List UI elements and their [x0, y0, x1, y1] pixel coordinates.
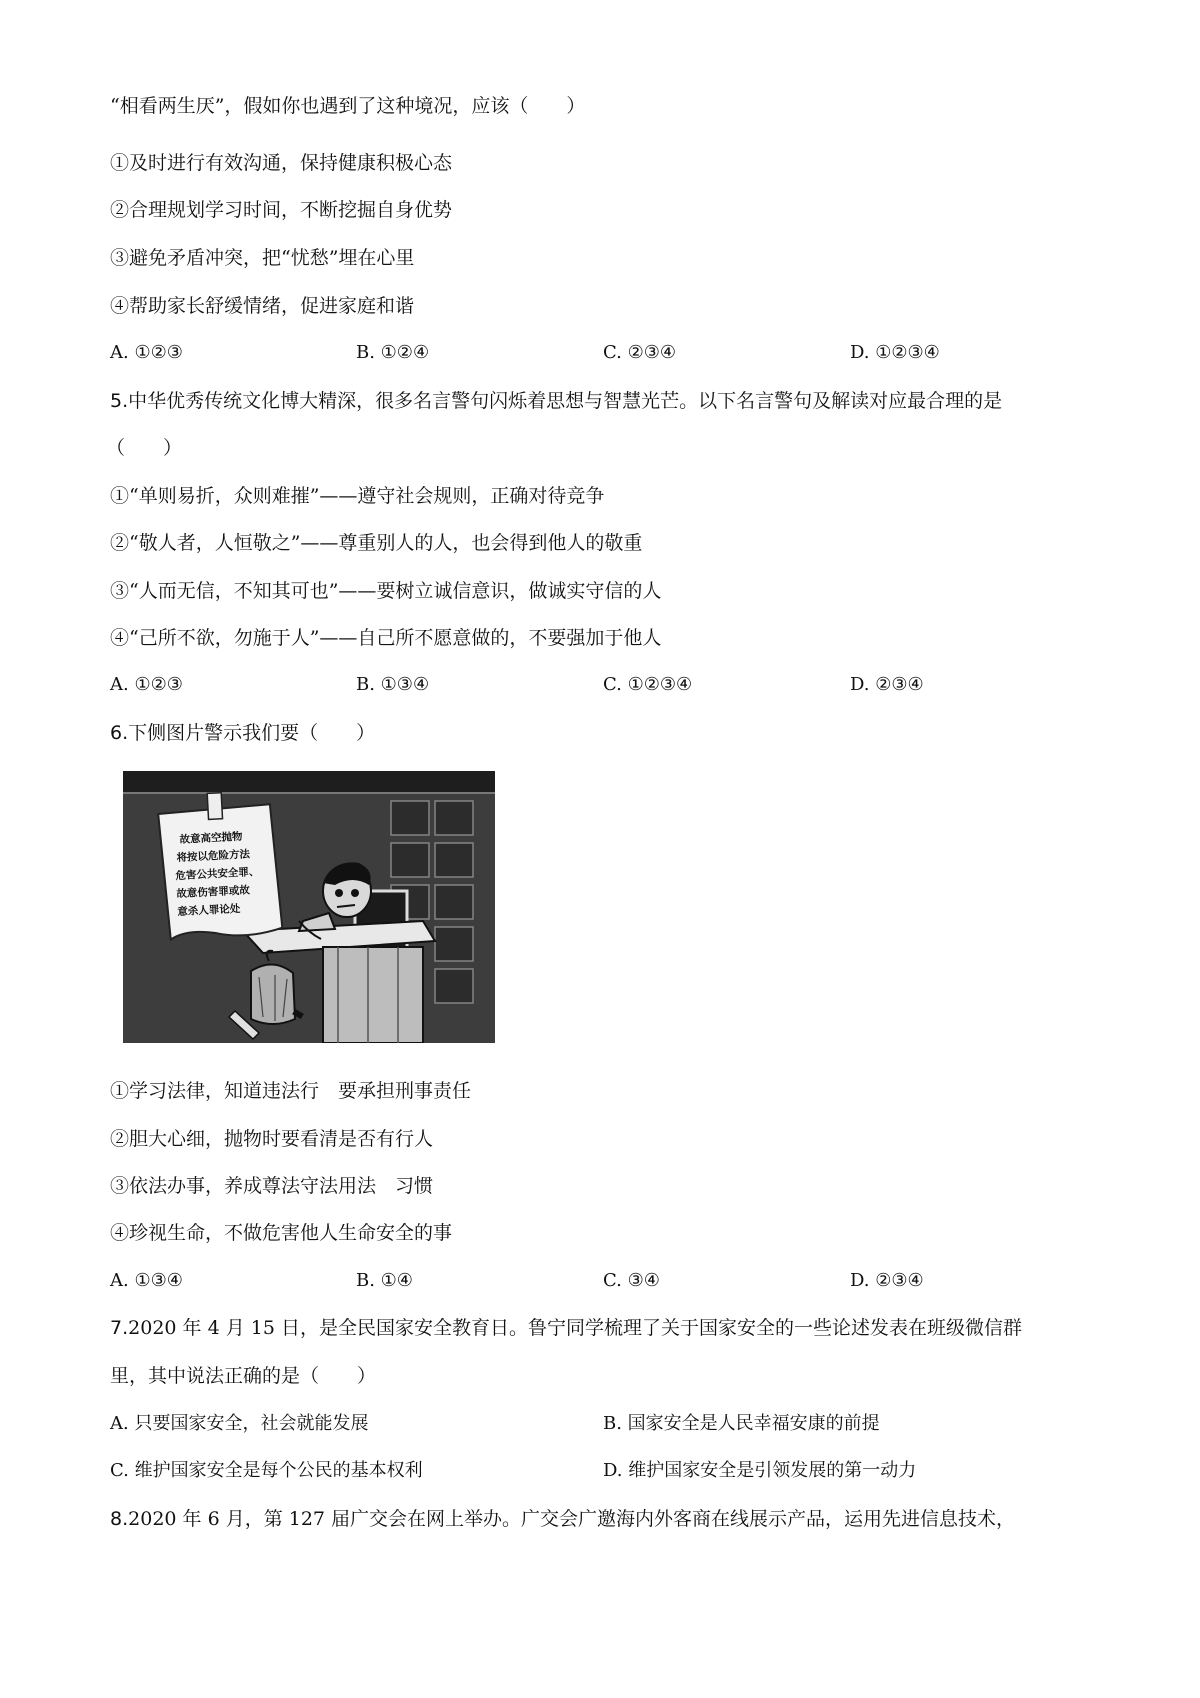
q7-stem-line-2: 里，其中说法正确的是（ ）: [110, 1365, 377, 1387]
q5-stem-text: 中华优秀传统文化博大精深，很多名言警句闪烁着思想与智慧光芒。以下名言警句及解读对应最合理的是: [128, 390, 1003, 412]
q5-item-3: ③“人而无信，不知其可也”——要树立诚信意识，做诚实守信的人: [110, 580, 662, 602]
q5-stem-line-2: （ ）: [106, 437, 183, 459]
q6-stem: [110, 721, 375, 745]
q7-stem-line-1: [110, 1316, 1022, 1340]
q5-item-1: ①“单则易折，众则难摧”——遵守社会规则，正确对待竞争: [110, 485, 605, 507]
notice-line-4: 故意伤害罪或故: [176, 884, 251, 901]
q8-stem-line-1: [110, 1507, 1015, 1531]
q7-number: 7.: [110, 1317, 129, 1339]
q5-item-2: ②“敬人者，人恒敬之”——尊重别人的人，也会得到他人的敬重: [110, 532, 643, 554]
q5-option-c: C. ①②③④: [603, 674, 693, 695]
q6-option-a: A. ①③④: [110, 1270, 183, 1291]
q5-option-b: B. ①③④: [356, 674, 430, 695]
q6-item-3: ③依法办事，养成尊法守法用法 习惯: [110, 1175, 434, 1197]
q4-item-3: ③避免矛盾冲突，把“忧愁”埋在心里: [110, 247, 415, 269]
q7-option-b: B. 国家安全是人民幸福安康的前提: [603, 1413, 880, 1434]
notice-line-1: 故意高空抛物: [179, 830, 243, 846]
q4-option-c: C. ②③④: [603, 342, 676, 363]
q5-item-4: ④“己所不欲，勿施于人”——自己所不愿意做的，不要强加于他人: [110, 627, 662, 649]
q5-stem-line-1: [110, 389, 1002, 413]
notice-line-2: 将按以危险方法: [176, 848, 251, 865]
q5-option-a: A. ①②③: [110, 674, 183, 695]
q4-option-d: D. ①②③④: [850, 342, 940, 363]
notice-line-5: 意杀人罪论处: [177, 902, 241, 919]
q4-stem-tail: “相看两生厌”，假如你也遇到了这种境况，应该（ ）: [110, 95, 586, 117]
q6-stem-text: 下侧图片警示我们要（ ）: [128, 722, 376, 744]
q6-option-b: B. ①④: [356, 1270, 413, 1291]
q7-option-c: C. 维护国家安全是每个公民的基本权利: [110, 1460, 423, 1481]
q6-number: 6.: [110, 722, 129, 744]
q4-option-b: B. ①②④: [356, 342, 430, 363]
q7-option-a: A. 只要国家安全，社会就能发展: [110, 1413, 369, 1434]
notice-line-3: 危害公共安全罪、: [175, 865, 260, 883]
q6-option-c: C. ③④: [603, 1270, 660, 1291]
q6-option-d: D. ②③④: [850, 1270, 924, 1291]
q8-number: 8.: [110, 1508, 129, 1530]
q6-item-1: ①学习法律，知道违法行 要承担刑事责任: [110, 1080, 472, 1102]
q7-option-d: D. 维护国家安全是引领发展的第一动力: [603, 1460, 917, 1481]
q5-number: 5.: [110, 390, 129, 412]
q4-item-4: ④帮助家长舒缓情绪，促进家庭和谐: [110, 295, 415, 317]
q4-option-a: A. ①②③: [110, 342, 183, 363]
q6-item-2: ②胆大心细，抛物时要看清是否有行人: [110, 1128, 434, 1150]
q7-stem-text: 2020 年 4 月 15 日，是全民国家安全教育日。鲁宁同学梳理了关于国家安全的一些论述发表在班级微信群: [128, 1317, 1022, 1339]
q8-stem-text: 2020 年 6 月，第 127 届广交会在网上举办。广交会广邀海内外客商在线展示产品，运用先进信息技术，: [128, 1508, 1016, 1530]
q5-option-d: D. ②③④: [850, 674, 924, 695]
high-altitude-throwing-cartoon: [123, 771, 495, 1043]
q4-item-2: ②合理规划学习时间，不断挖掘自身优势: [110, 199, 453, 221]
q6-item-4: ④珍视生命，不做危害他人生命安全的事: [110, 1222, 453, 1244]
q4-item-1: ①及时进行有效沟通，保持健康积极心态: [110, 152, 453, 174]
